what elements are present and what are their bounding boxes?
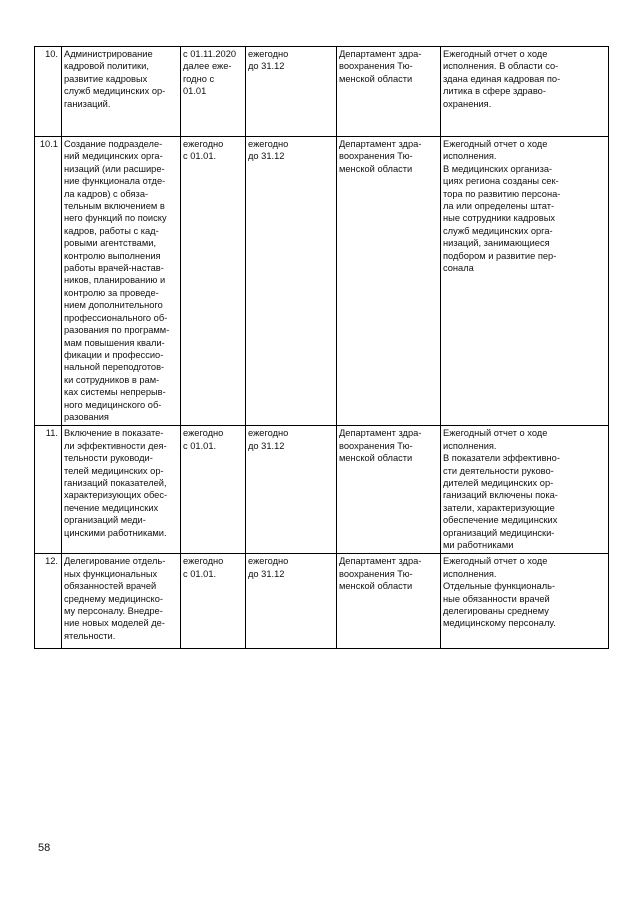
result-cell: Ежегодный отчет о ходе исполнения. В медицинских организа- циях региона созданы сек- тора по развитию персона- ла или определены штат- ные сотрудники кадровых служб медицинских орга- низаций, занимающиеся подбором и развитие пер- сонала [441,137,609,426]
table-row [35,426,609,554]
end-date-cell: ежегодно до 31.12 [246,426,337,554]
row-number: 10. [35,47,62,137]
end-date-cell: ежегодно до 31.12 [246,47,337,137]
page-number: 58 [38,842,51,854]
activity-cell: Администрирование кадровой политики, развитие кадровых служб медицинских ор- ганизаций. [62,47,181,137]
start-date-cell: с 01.11.2020 далее еже- годно с 01.01 [181,47,246,137]
table-row [35,137,609,426]
activity-cell: Создание подразделе- ний медицинских орга- низаций (или расшире- ние функционала отде- ла кадров) с обяза- тельным включением в него функций по поиску кадров, работы с кад- ровыми агентствами, контролю выполнения работы врачей-настав- ников, планированию и контролю за проведе- нием дополнительного профессионального об- разования по программ- мам повышения квали- фикации и профессио- нальной переподготов- ки сотрудников в рам- ках системы непрерыв- ного медицинского об- разования [62,137,181,426]
activity-cell: Включение в показате- ли эффективности дея- тельности руководи- телей медицинских ор- ганизаций показателей, характеризующих обес- печение медицинских организаций меди- цинскими работниками. [62,426,181,554]
start-date-cell: ежегодно с 01.01. [181,554,246,649]
result-cell: Ежегодный отчет о ходе исполнения. В области со- здана единая кадровая по- литика в сфере здраво- охранения. [441,47,609,137]
responsible-cell: Департамент здра- воохранения Тю- менской области [337,426,441,554]
activity-cell: Делегирование отдель- ных функциональных обязанностей врачей среднему медицинско- му персоналу. Внедре- ние новых моделей де- ятельности. [62,554,181,649]
responsible-cell: Департамент здра- воохранения Тю- менской области [337,554,441,649]
table-row [35,554,609,649]
measures-table [34,46,609,649]
start-date-cell: ежегодно с 01.01. [181,137,246,426]
result-cell: Ежегодный отчет о ходе исполнения. В показатели эффективно- сти деятельности руково- дителей медицинских ор- ганизаций включены пока- затели, характеризующие обеспечение медицинских организаций медицински- ми работниками [441,426,609,554]
table-row [35,47,609,137]
row-number: 12. [35,554,62,649]
end-date-cell: ежегодно до 31.12 [246,554,337,649]
end-date-cell: ежегодно до 31.12 [246,137,337,426]
row-number: 10.1 [35,137,62,426]
row-number: 11. [35,426,62,554]
result-cell: Ежегодный отчет о ходе исполнения. Отдельные функциональ- ные обязанности врачей делегированы среднему медицинскому персоналу. [441,554,609,649]
responsible-cell: Департамент здра- воохранения Тю- менской области [337,47,441,137]
start-date-cell: ежегодно с 01.01. [181,426,246,554]
responsible-cell: Департамент здра- воохранения Тю- менской области [337,137,441,426]
